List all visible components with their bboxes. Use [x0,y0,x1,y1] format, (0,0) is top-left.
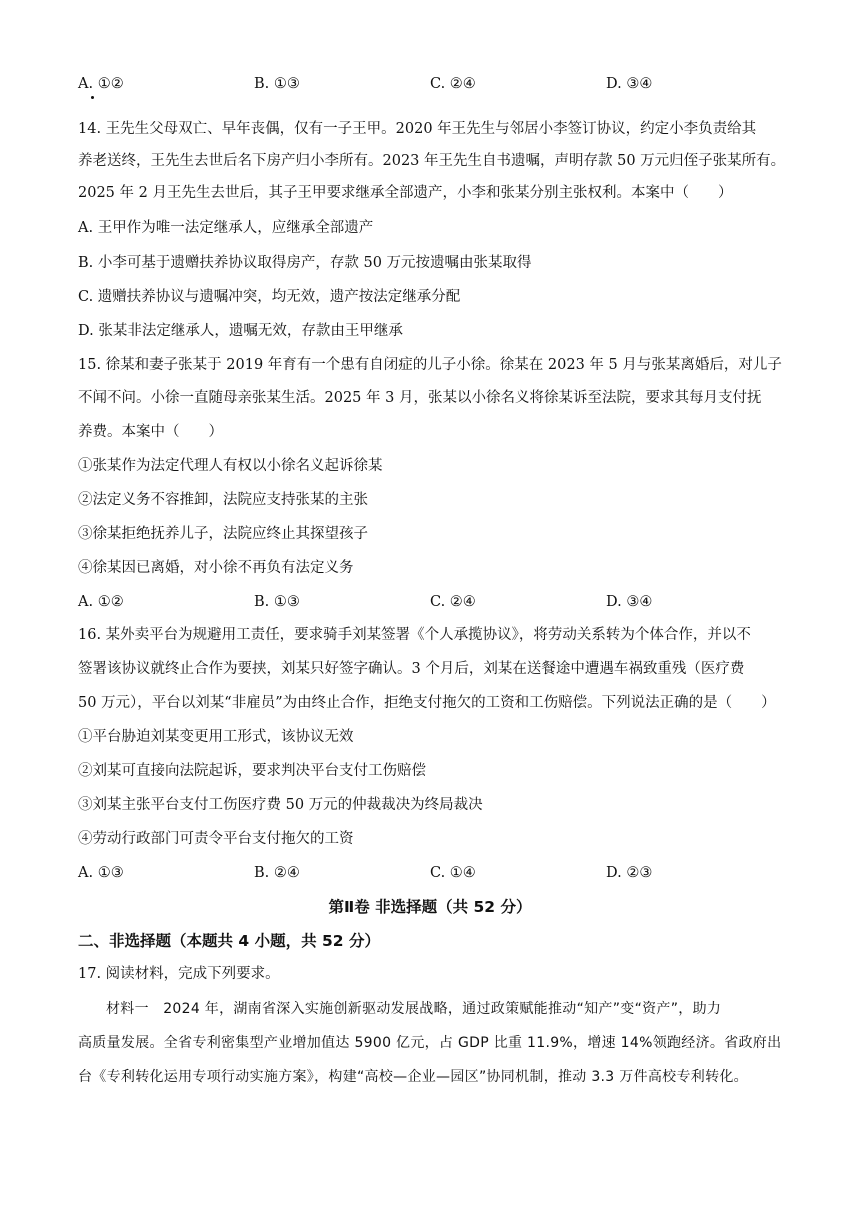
q15-option-b: B. ①③ [254,594,300,610]
q13-option-b: B. ①③ [254,76,300,92]
q17-material-line-1: 材料一 2024 年，湖南省深入实施创新驱动发展战略，通过政策赋能推动“知产”变“资产”，助力 [106,1001,722,1017]
q13-option-d: D. ③④ [606,76,653,92]
q14-stem-line-2: 养老送终，王先生去世后名下房产归小李所有。2023 年王先生自书遗嘱，声明存款 50 万元归侄子张某所有。 [78,153,786,169]
part-two-title: 第Ⅱ卷 非选择题（共 52 分） [328,898,532,916]
q16-statement-3: ③刘某主张平台支付工伤医疗费 50 万元的仲裁裁决为终局裁决 [78,797,483,813]
q15-stem-line-2: 不闻不问。小徐一直随母亲张某生活。2025 年 3 月，张某以小徐名义将徐某诉至法院，要求其每月支付抚 [78,390,762,406]
q14-stem-line-3: 2025 年 2 月王先生去世后，其子王甲要求继承全部遗产，小李和张某分别主张权利。本案中（ ） [78,185,733,201]
q15-option-a: A. ①② [78,594,124,610]
emphasis-dot [91,96,94,99]
q14-option-c: C. 遗赠扶养协议与遗嘱冲突，均无效，遗产按法定继承分配 [78,289,461,305]
q17-material-line-3: 台《专利转化运用专项行动实施方案》，构建“高校—企业—园区”协同机制，推动 3.3 万件高校专利转化。 [78,1069,748,1085]
q13-option-c: C. ②④ [430,76,476,92]
q13-option-a: A. ①② [78,76,124,92]
q15-option-c: C. ②④ [430,594,476,610]
q16-option-c: C. ①④ [430,865,476,881]
q14-option-a: A. 王甲作为唯一法定继承人，应继承全部遗产 [78,220,374,236]
q15-stem-line-1: 15. 徐某和妻子张某于 2019 年育有一个患有自闭症的儿子小徐。徐某在 2023 年 5 月与张某离婚后，对儿子 [78,357,782,373]
q15-statement-2: ②法定义务不容推卸，法院应支持张某的主张 [78,492,368,508]
q14-option-d: D. 张某非法定继承人，遗嘱无效，存款由王甲继承 [78,323,403,339]
q14-stem-line-1: 14. 王先生父母双亡、早年丧偶，仅有一子王甲。2020 年王先生与邻居小李签订协议，约定小李负责给其 [78,121,757,137]
q16-option-b: B. ②④ [254,865,300,881]
q16-stem-line-2: 签署该协议就终止合作为要挟，刘某只好签字确认。3 个月后，刘某在送餐途中遭遇车祸致重残（医疗费 [78,661,745,677]
q16-stem-line-1: 16. 某外卖平台为规避用工责任，要求骑手刘某签署《个人承揽协议》，将劳动关系转为个体合作，并以不 [78,627,751,643]
q16-statement-1: ①平台胁迫刘某变更用工形式，该协议无效 [78,729,354,745]
q16-option-a: A. ①③ [78,865,124,881]
q16-statement-2: ②刘某可直接向法院起诉，要求判决平台支付工伤赔偿 [78,763,426,779]
q16-statement-4: ④劳动行政部门可责令平台支付拖欠的工资 [78,831,354,847]
q15-option-d: D. ③④ [606,594,653,610]
q15-statement-4: ④徐某因已离婚，对小徐不再负有法定义务 [78,560,354,576]
q15-statement-3: ③徐某拒绝抚养儿子，法院应终止其探望孩子 [78,526,368,542]
section-heading: 二、非选择题（本题共 4 小题，共 52 分） [78,932,380,950]
q15-statement-1: ①张某作为法定代理人有权以小徐名义起诉徐某 [78,458,383,474]
q15-stem-line-3: 养费。本案中（ ） [78,424,223,440]
q16-option-d: D. ②③ [606,865,653,881]
q17-intro: 17. 阅读材料，完成下列要求。 [78,966,280,982]
q17-material-line-2: 高质量发展。全省专利密集型产业增加值达 5900 亿元，占 GDP 比重 11.9%，增速 14%领跑经济。省政府出 [78,1035,782,1051]
q14-option-b: B. 小李可基于遗赠扶养协议取得房产，存款 50 万元按遗嘱由张某取得 [78,255,532,271]
q16-stem-line-3: 50 万元），平台以刘某“非雇员”为由终止合作，拒绝支付拖欠的工资和工伤赔偿。下列说法正确的是（ ） [78,695,776,711]
